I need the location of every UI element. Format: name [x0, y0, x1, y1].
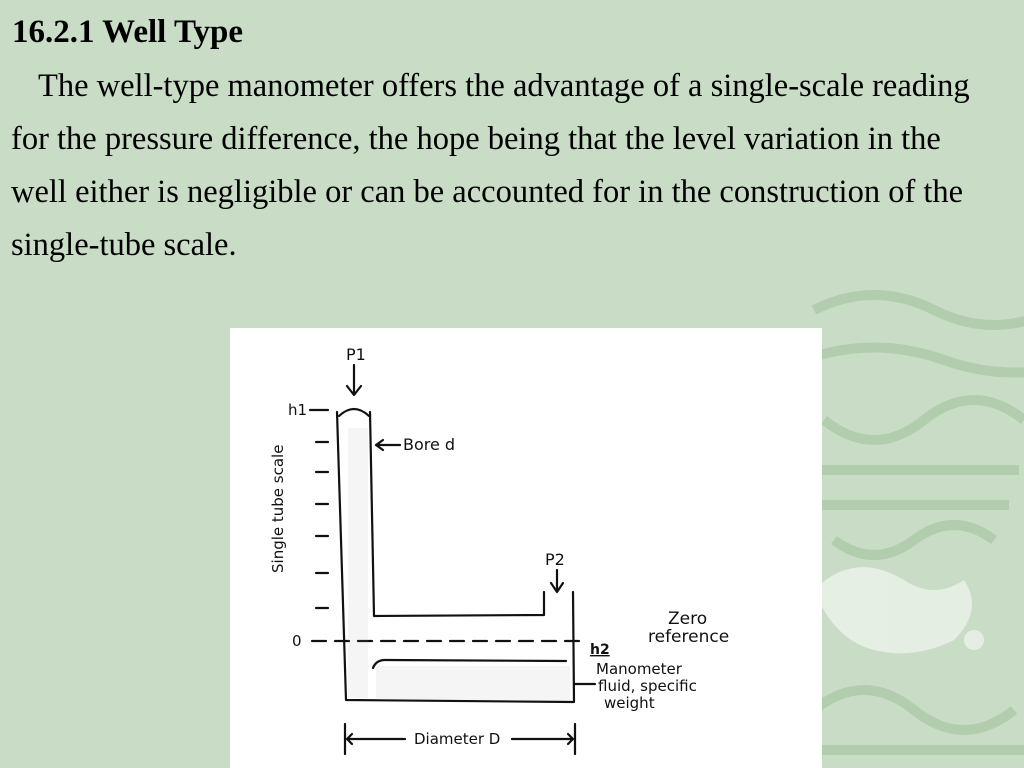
label-zero-mark: 0: [292, 632, 302, 650]
slide-paragraph: [11, 60, 1001, 272]
label-fluid-1: Manometer: [596, 660, 682, 678]
tube-meniscus: [339, 409, 369, 416]
slide-heading: 16.2.1 Well Type: [12, 14, 244, 50]
label-fluid-2: fluid, specific: [598, 677, 697, 695]
well-manometer-figure: [230, 328, 822, 768]
label-zero-reference-2: reference: [648, 627, 730, 647]
label-scale: Single tube scale: [269, 444, 287, 573]
label-zero-reference-1: Zero: [668, 609, 708, 629]
label-h2: h2: [590, 642, 610, 658]
tube-inner-outline: [370, 412, 544, 616]
label-bore: Bore d: [403, 435, 456, 454]
label-p1: P1: [346, 345, 366, 364]
background-pattern: [794, 290, 1024, 768]
label-p2: P2: [545, 550, 565, 569]
fluid-shading: [348, 428, 570, 700]
paragraph-text: The well-type manometer offers the advantage of a single-scale reading for the pressure difference, the hope being that the level variation in the well either is negligible or can be accounted for in the construction of the single-tube scale.: [11, 68, 970, 263]
label-fluid-3: weight: [604, 694, 655, 712]
label-diameter: Diameter D: [414, 730, 501, 748]
label-h1: h1: [288, 401, 308, 419]
